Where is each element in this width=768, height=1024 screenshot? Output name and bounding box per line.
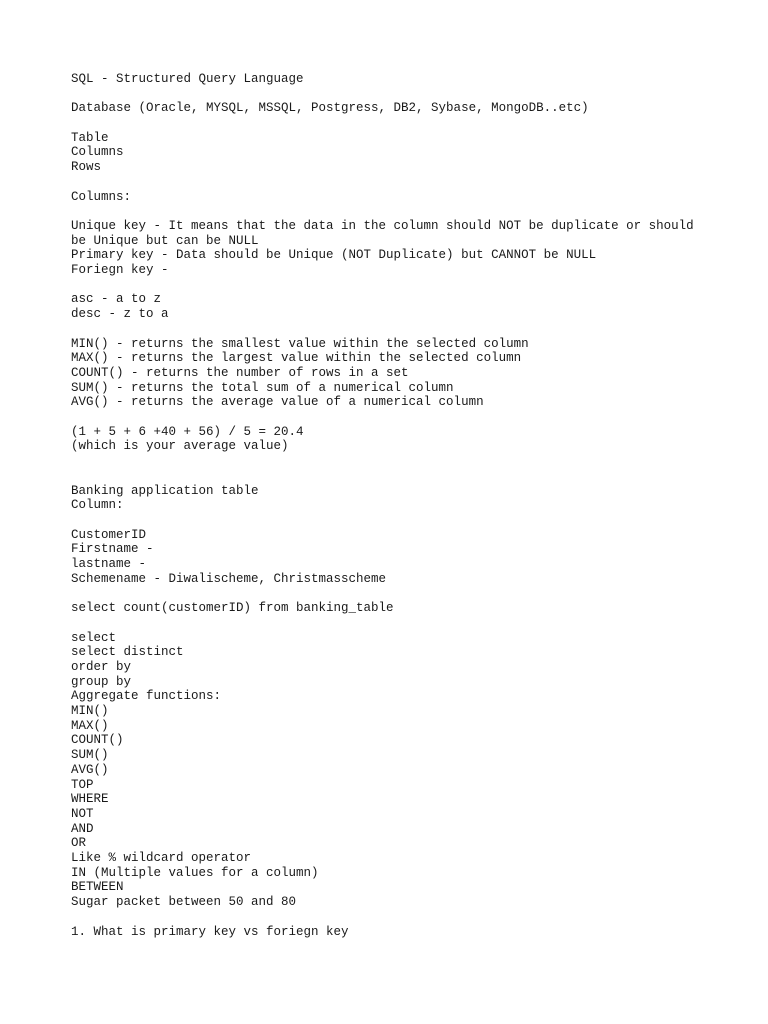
text-line: COUNT()	[71, 733, 124, 748]
text-line: AVG()	[71, 762, 109, 777]
text-line	[71, 513, 731, 528]
text-line: be Unique but can be NULL	[71, 233, 259, 248]
text-line: order by	[71, 659, 132, 674]
text-line: Unique key - It means that the data in the column should NOT be duplicate or should	[71, 218, 694, 233]
text-line: asc - a to z	[71, 292, 162, 307]
text-line: CustomerID	[71, 527, 147, 542]
text-line: NOT	[71, 806, 94, 821]
text-line: WHERE	[71, 792, 109, 807]
document-body	[71, 72, 731, 939]
text-line: Rows	[71, 160, 102, 175]
text-line: group by	[71, 674, 132, 689]
text-line	[71, 586, 731, 601]
text-line: select distinct	[71, 645, 184, 660]
text-line: Sugar packet between 50 and 80	[71, 895, 297, 910]
text-line: 1. What is primary key vs foriegn key	[71, 924, 349, 939]
text-line: OR	[71, 836, 87, 851]
text-line: Columns:	[71, 189, 132, 204]
text-line: IN (Multiple values for a column)	[71, 865, 319, 880]
text-line	[71, 87, 731, 102]
text-line: Aggregate functions:	[71, 689, 222, 704]
text-line: AND	[71, 821, 94, 836]
text-line	[71, 616, 731, 631]
text-line: Primary key - Data should be Unique (NOT Duplicate) but CANNOT be NULL	[71, 248, 597, 263]
text-line: desc - z to a	[71, 307, 169, 322]
text-line: Like % wildcard operator	[71, 851, 252, 866]
text-line: Firstname -	[71, 542, 154, 557]
text-line	[71, 410, 731, 425]
text-line: MAX() - returns the largest value within the selected column	[71, 351, 522, 366]
text-line: Table	[71, 130, 109, 145]
text-line: Column:	[71, 498, 124, 513]
text-line: BETWEEN	[71, 880, 124, 895]
text-line: (1 + 5 + 6 +40 + 56) / 5 = 20.4	[71, 424, 304, 439]
text-line: AVG() - returns the average value of a numerical column	[71, 395, 484, 410]
text-line	[71, 278, 731, 293]
text-line: select	[71, 630, 117, 645]
text-line: Database (Oracle, MYSQL, MSSQL, Postgress, DB2, Sybase, MongoDB..etc)	[71, 101, 589, 116]
text-line	[71, 116, 731, 131]
text-line	[71, 175, 731, 190]
text-line: lastname -	[71, 557, 147, 572]
text-line: Schemename - Diwalischeme, Christmasscheme	[71, 571, 387, 586]
text-line: MIN()	[71, 704, 109, 719]
text-line: MAX()	[71, 718, 109, 733]
text-line: SQL - Structured Query Language	[71, 72, 304, 86]
text-line: Columns	[71, 145, 124, 160]
text-line	[71, 469, 731, 484]
text-line: TOP	[71, 777, 94, 792]
text-line: SUM()	[71, 748, 109, 763]
text-line: COUNT() - returns the number of rows in a set	[71, 365, 409, 380]
text-line: Foriegn key -	[71, 263, 169, 278]
text-line: select count(customerID) from banking_table	[71, 601, 394, 616]
text-line: (which is your average value)	[71, 439, 289, 454]
text-line: SUM() - returns the total sum of a numerical column	[71, 380, 454, 395]
text-line: MIN() - returns the smallest value within the selected column	[71, 336, 529, 351]
text-line	[71, 204, 731, 219]
text-line	[71, 322, 731, 337]
text-line: Banking application table	[71, 483, 259, 498]
text-line	[71, 910, 731, 925]
text-line	[71, 454, 731, 469]
